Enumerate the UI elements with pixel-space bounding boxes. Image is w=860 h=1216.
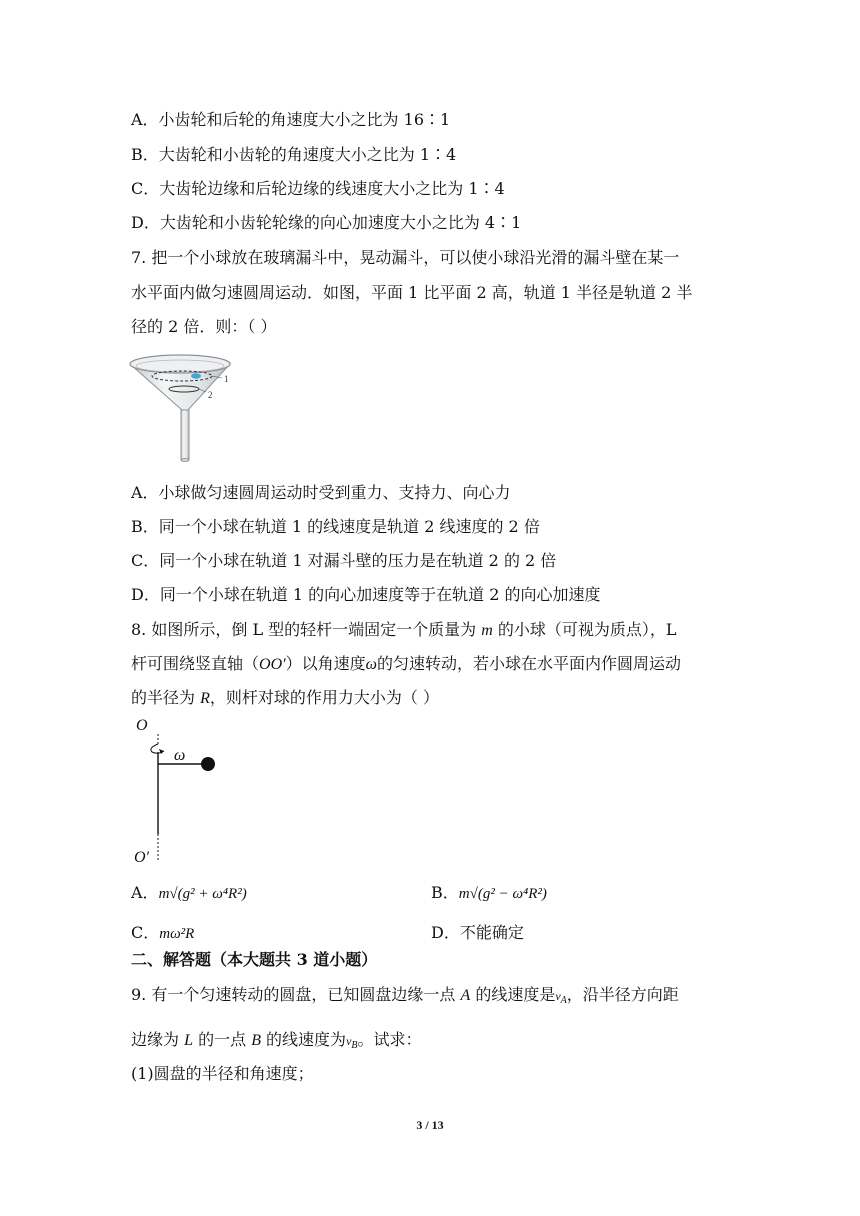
q7-stem-line1: 7. 把一个小球放在玻璃漏斗中，晃动漏斗，可以使小球沿光滑的漏斗壁在某一 bbox=[131, 248, 680, 267]
page-number: 3 / 13 bbox=[416, 1118, 444, 1132]
point-a-symbol: A bbox=[460, 987, 471, 1004]
q8-text: 8. 如图所示，倒 L 型的轻杆一端固定一个质量为 bbox=[131, 620, 482, 639]
section-heading: 二、解答题（本大题共 3 道小题） bbox=[131, 950, 378, 969]
q9-part1: (1)圆盘的半径和角速度； bbox=[131, 1064, 314, 1083]
q8-text: 的半径为 bbox=[131, 688, 201, 707]
q7-stem-line2: 水平面内做匀速圆周运动．如图，平面 1 比平面 2 高，轨道 1 半径是轨道 2 半 bbox=[131, 283, 693, 302]
q7-option-a: A．小球做匀速圆周运动时受到重力、支持力、向心力 bbox=[131, 483, 511, 502]
axis-bottom-label: O′ bbox=[134, 849, 150, 864]
q9-text: 的线速度是 bbox=[470, 985, 556, 1004]
q8-option-a-expression: m√(g² + ω⁴R²) bbox=[158, 886, 247, 902]
q7-stem-line3: 径的 2 倍．则：（ ） bbox=[131, 317, 277, 336]
q8-mass-symbol: m bbox=[481, 622, 493, 639]
q8-option-c bbox=[131, 923, 194, 944]
q9-text: ，沿半径方向距 bbox=[566, 985, 679, 1004]
distance-symbol: L bbox=[184, 1032, 193, 1049]
option-label: B． bbox=[431, 883, 459, 902]
ball-marker bbox=[191, 373, 201, 378]
q8-text: 的匀速转动，若小球在水平面内作圆周运动 bbox=[376, 654, 681, 673]
q6-option-c: C．大齿轮边缘和后轮边缘的线速度大小之比为 1∶4 bbox=[131, 179, 505, 198]
q9-text: 的一点 bbox=[193, 1030, 252, 1049]
velocity-a-symbol: v bbox=[555, 989, 561, 1003]
q8-text: 的小球（可视为质点），L bbox=[492, 620, 677, 639]
q8-option-b-expression: m√(g² − ω⁴R²) bbox=[458, 886, 547, 902]
q7-option-c: C．同一个小球在轨道 1 对漏斗壁的压力是在轨道 2 的 2 倍 bbox=[131, 551, 557, 570]
q9-stem-line2 bbox=[131, 1030, 422, 1056]
q9-stem-line1 bbox=[131, 985, 679, 1011]
q8-radius-symbol: R bbox=[200, 690, 210, 707]
q8-stem-line1 bbox=[131, 620, 677, 641]
q7-option-d: D．同一个小球在轨道 1 的向心加速度等于在轨道 2 的向心加速度 bbox=[131, 585, 601, 604]
funnel-figure bbox=[126, 352, 246, 467]
velocity-b-subscript: B bbox=[351, 1040, 358, 1051]
track-1-label: 1 bbox=[224, 374, 229, 384]
velocity-b-symbol: v bbox=[346, 1034, 352, 1048]
q8-stem-line2 bbox=[131, 654, 681, 675]
l-rod-figure bbox=[128, 712, 228, 864]
ball bbox=[201, 757, 215, 771]
q9-text: 9. 有一个匀速转动的圆盘，已知圆盘边缘一点 bbox=[131, 985, 461, 1004]
q9-text: 。试求： bbox=[357, 1030, 422, 1049]
q8-option-d bbox=[431, 923, 524, 943]
q8-axis-symbol: OO′ bbox=[259, 656, 286, 673]
axis-top-label: O bbox=[136, 717, 148, 734]
velocity-a-subscript: A bbox=[560, 995, 567, 1006]
q6-option-b: B．大齿轮和小齿轮的角速度大小之比为 1∶4 bbox=[131, 145, 457, 164]
q8-text: ）以角速度 bbox=[285, 654, 366, 673]
q6-option-a: A．小齿轮和后轮的角速度大小之比为 16∶1 bbox=[131, 110, 451, 129]
q7-option-b: B．同一个小球在轨道 1 的线速度是轨道 2 线速度的 2 倍 bbox=[131, 517, 540, 536]
q6-option-d: D．大齿轮和小齿轮轮缘的向心加速度大小之比为 4∶1 bbox=[131, 213, 522, 232]
q9-text: 的线速度为 bbox=[260, 1030, 347, 1049]
q8-text: ，则杆对球的作用力大小为（ ） bbox=[209, 688, 439, 707]
q8-option-a bbox=[131, 883, 247, 904]
omega-label: ω bbox=[174, 747, 186, 764]
q8-text: 杆可围绕竖直轴（ bbox=[131, 654, 260, 673]
track-2-label: 2 bbox=[208, 390, 213, 400]
option-label: A． bbox=[131, 883, 159, 902]
q8-option-d-text: 不能确定 bbox=[459, 923, 524, 942]
q8-option-b bbox=[431, 883, 547, 904]
option-label: D． bbox=[431, 923, 460, 942]
point-b-symbol: B bbox=[251, 1032, 261, 1049]
q8-omega-symbol: ω bbox=[365, 656, 377, 673]
q9-text: 边缘为 bbox=[131, 1030, 185, 1049]
q8-stem-line3 bbox=[131, 688, 439, 709]
q8-option-c-expression: mω²R bbox=[159, 926, 195, 942]
option-label: C． bbox=[131, 923, 160, 942]
